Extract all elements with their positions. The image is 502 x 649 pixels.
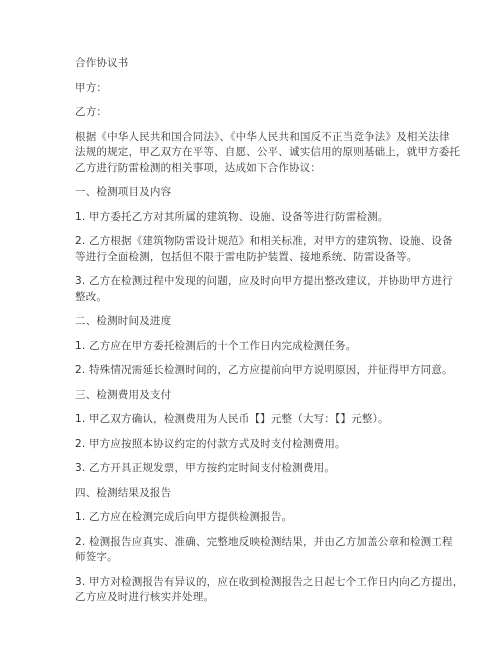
document-title: 合作协议书 (75, 57, 129, 69)
intro-line: 乙方进行防雷检测的相关事项，达成如下合作协议： (75, 161, 322, 174)
clause-1-2 (75, 234, 465, 265)
clause-4-3 (75, 575, 465, 606)
clause-line: 2. 检测报告应真实、准确、完整地反映检测结果，并由乙方加盖公章和检测工程 (75, 535, 453, 548)
clause-line: 师签字。 (75, 551, 118, 563)
clause-3-2: 2. 甲方应按照本协议约定的付款方式及时支付检测费用。 (75, 437, 346, 450)
clause-3-1: 1. 甲乙双方确认，检测费用为人民币【】元整（大写：【】元整）。 (75, 413, 389, 425)
clause-3-3: 3. 乙方开具正规发票，甲方按约定时间支付检测费用。 (75, 462, 336, 474)
section-heading-3: 三、检测费用及支付 (75, 388, 172, 401)
clause-line: 整改。 (75, 290, 108, 303)
clause-1-1: 1. 甲方委托乙方对其所属的建筑物、设施、设备等进行防雷检测。 (75, 210, 389, 223)
section-heading-4: 四、检测结果及报告 (75, 486, 172, 499)
clause-line: 2. 乙方根据《建筑物防雷设计规范》和相关标准，对甲方的建筑物、设施、设备 (75, 235, 453, 247)
intro-paragraph (75, 130, 465, 177)
clause-1-3 (75, 274, 465, 305)
intro-line: 根据《中华人民共和国合同法》、《中华人民共和国反不正当竞争法》及相关法律 (75, 130, 450, 143)
section-heading-1: 一、检测项目及内容 (75, 186, 172, 198)
clause-2-2: 2. 特殊情况需延长检测时间的，乙方应提前向甲方说明原因，并征得甲方同意。 (75, 364, 453, 376)
clause-line: 等进行全面检测，包括但不限于雷电防护装置、接地系统、防雷设备等。 (75, 250, 418, 263)
clause-2-1: 1. 乙方应在甲方委托检测后的十个工作日内完成检测任务。 (75, 339, 357, 352)
clause-line: 乙方应及时进行核实并处理。 (75, 591, 215, 603)
clause-4-1: 1. 乙方应在检测完成后向甲方提供检测报告。 (75, 511, 293, 523)
intro-line: 法规的规定，甲乙双方在平等、自愿、公平、诚实信用的原则基础上，就甲方委托 (75, 146, 461, 158)
clause-line: 3. 乙方在检测过程中发现的问题，应及时向甲方提出整改建议，并协助甲方进行 (75, 275, 453, 287)
party-a-line: 甲方： (75, 81, 108, 94)
party-b-line: 乙方： (75, 106, 108, 118)
clause-line: 3. 甲方对检测报告有异议的，应在收到检测报告之日起七个工作日内向乙方提出， (75, 575, 464, 588)
agreement-document (75, 56, 465, 615)
section-heading-2: 二、检测时间及进度 (75, 315, 172, 327)
clause-4-2 (75, 535, 465, 566)
